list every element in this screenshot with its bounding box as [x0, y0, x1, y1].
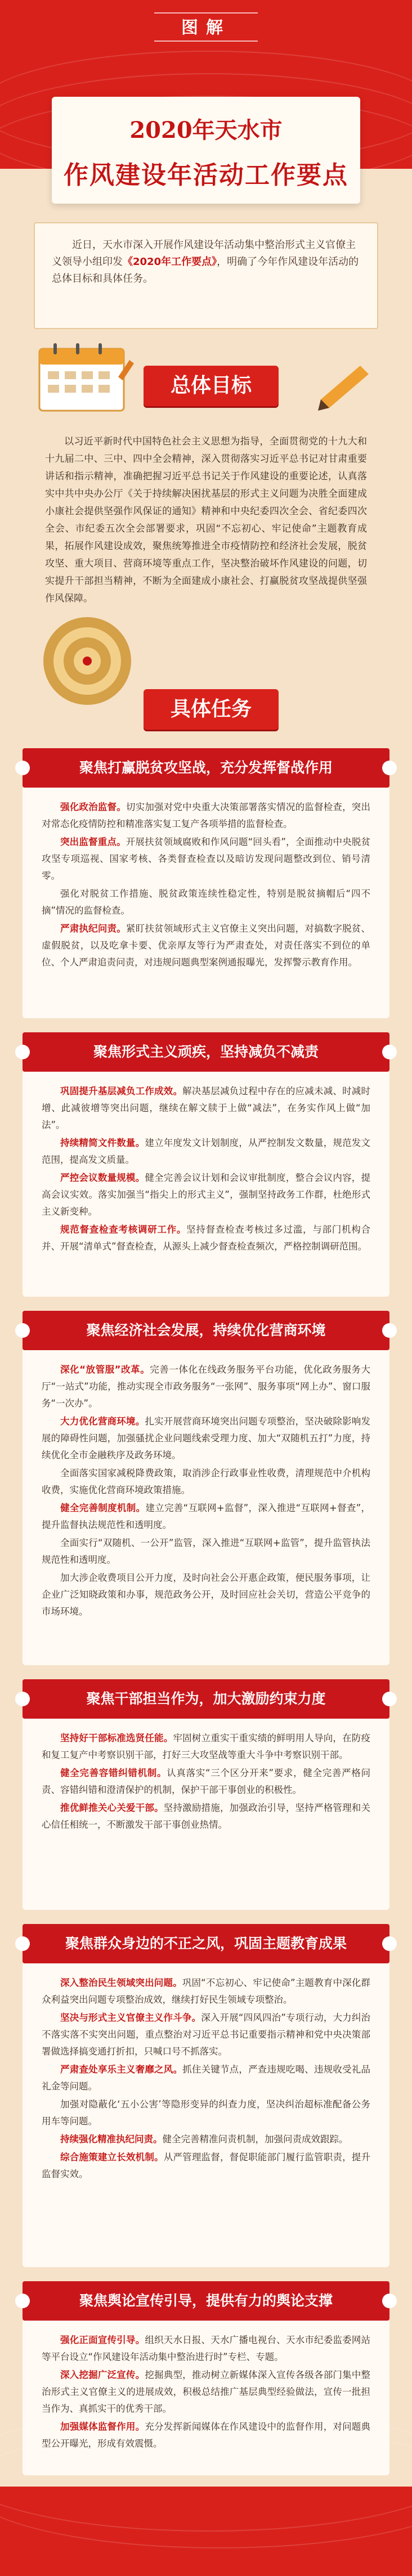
- section-item: 坚持好干部标准选贤任能。牢固树立重实干重实绩的鲜明用人导向，在防疫和复工复产中考察识别干部，打好三大攻坚战等重大斗争中考察识别干部。: [42, 1733, 370, 1760]
- section-3-body: [23, 1350, 389, 1665]
- intro-doc-name: 《2020年工作要点》: [123, 256, 217, 268]
- section-4-title: 聚焦干部担当作为，加大激励约束力度: [23, 1679, 389, 1719]
- header-tag: 图解: [154, 12, 258, 42]
- section-item: 强化对脱贫工作措施、脱贫政策连续性稳定性，特别是脱贫摘帽后“四不摘”情况的监督检查。: [42, 888, 370, 916]
- section-5-title: 聚焦群众身边的不正之风，巩固主题教育成果: [23, 1924, 389, 1963]
- section-item: 强化政治监督。切实加强对党中央重大决策部署落实情况的监督检查，突出对常态化疫情防控和精准落实复工复产各项举措的监督检查。: [42, 802, 370, 829]
- section-2-title: 聚焦形式主义顽疾，坚持减负不减责: [23, 1032, 389, 1072]
- section-item: 加强媒体监督作用。充分发挥新闻媒体在作风建设中的监督作用，对问题典型公开曝光，形成有效震慑。: [42, 2421, 370, 2449]
- section-1-title: 聚焦打赢脱贫攻坚战，充分发挥督战作用: [23, 748, 389, 788]
- section-item: 持续强化精准执纪问责。健全完善精准问责机制，加强问责成效跟踪。: [60, 2134, 348, 2145]
- section-4-body: [23, 1719, 389, 1910]
- section-item: 持续精简文件数量。建立年度发文计划制度，从严控制发文数量，规范发文范围，提高发文质量。: [42, 1138, 370, 1165]
- section-item: 规范督查检查考核调研工作。坚持督查检查考核过多过滥，与部门机构合并、开展“清单式”督查检查，从源头上减少督查检查频次，严格控制调研范围。: [42, 1224, 371, 1252]
- intro-text-post: ，明确了今年作风建设年活动的总体目标和具体任务。: [52, 256, 359, 285]
- section-5-body: [23, 1963, 389, 2267]
- intro-text-pre: 近日，天水市深入开展作风建设年活动集中整治形式主义官僚主义领导小组印发: [52, 239, 356, 268]
- section-item: 严肃查处享乐主义奢靡之风。抓住关键节点，严查违规吃喝、违规收受礼品礼金等问题。: [42, 2064, 370, 2092]
- section-2-body: [23, 1072, 389, 1297]
- tasks-heading: 具体任务: [144, 689, 279, 730]
- section-item: 推优鲜推关心关爱干部。坚持激励措施，加强政治引导，坚持严格管理和关心信任相统一，不断激发干部干事创业热情。: [42, 1802, 370, 1830]
- pencil-icon: [315, 360, 383, 411]
- section-item: 强化正面宣传引导。组织天水日报、天水广播电视台、天水市纪委监委网站等平台设立“作风建设年活动集中整治进行时”专栏、专题。: [42, 2335, 370, 2362]
- target-icon: [39, 613, 135, 709]
- section-6-title: 聚焦舆论宣传引导，提供有力的舆论支撑: [23, 2281, 389, 2321]
- footer-banner: [0, 2487, 412, 2576]
- section-item: 深化“放管服”改革。完善一体化在线政务服务平台功能，优化政务服务大厅“一站式”功能，推动实现全市政务服务“一张网”、服务事项“网上办”、窗口服务“一次办”。: [42, 1364, 370, 1409]
- section-item: 严肃执纪问责。紧盯扶贫领域形式主义官僚主义突出问题，对搞数字脱贫、虚假脱贫，以及吃拿卡要、优亲厚友等行为严肃查处，对责任落实不到位的单位、个人严肃追责问责，对违规问题典型案例通报曝光，发挥警示教育作用。: [42, 923, 370, 968]
- section-item: 严控会议数量规模。健全完善会议计划和会议审批制度，整合会议内容，提高会议实效。落实加强当“指尖上的形式主义”，强制坚持政务工作群，杜绝形式主义新变种。: [42, 1172, 370, 1217]
- section-item: 深入挖掘广泛宣传。挖掘典型，推动树立新媒体深入宣传各级各部门集中整治形式主义官僚主义的进展成效，积极总结推广基层典型经验做法，宣传一批担当作为、真抓实干的优秀干部。: [42, 2370, 370, 2414]
- title-line2: 作风建设年活动工作要点: [64, 161, 348, 190]
- section-item: 加大涉企收费项目公开力度，及时向社会公开惠企政策，便民服务事项，让企业广泛知晓政策和办事，规范政务公开，及时回应社会关切，营造公平竞争的市场环境。: [42, 1572, 370, 1617]
- section-item: 健全完善制度机制。建立完善“互联网+监督”，深入推进“互联网+督查”，提升监督执法规范性和透明度。: [42, 1503, 371, 1530]
- section-item: 加强对隐蔽化‘五小公害’等隐形变异的纠查力度，坚决纠治超标准配备公务用车等问题。: [42, 2099, 370, 2127]
- title-card: [52, 97, 360, 204]
- intro-box: [34, 222, 378, 329]
- section-item: 坚决与形式主义官僚主义作斗争。深入开展“四风四治”专项行动，大力纠治不落实落不实突出问题，重点整治对习近平总书记重要指示精神和党中央决策部署做选择搞变通打折扣，只喊口号不抓落实。: [42, 2012, 370, 2057]
- section-1-body: [23, 788, 389, 1018]
- section-item: 巩固提升基层减负工作成效。解决基层减负过程中存在的应减未减、时减时增、此减彼增等突出问题，继续在解文牍于上做“减法”，在务实作风上做“加法”。: [42, 1086, 370, 1130]
- overall-goal-heading: 总体目标: [144, 366, 279, 406]
- calendar-icon: [34, 338, 141, 416]
- section-item: 大力优化营商环境。扎实开展营商环境突出问题专项整治，坚决破除影响发展的障碍性问题，加强骚扰企业问题线索受理力度、加大“双随机五打”力度，持续优化全市金融秩序及政务环境。: [42, 1416, 370, 1460]
- overall-goal-text: 以习近平新时代中国特色社会主义思想为指导，全面贯彻党的十九大和十九届二中、三中、四中全会精神，深入贯彻落实习近平总书记对甘肃重要讲话和指示精神，准确把握习近平总书记关于作风建设的重要论述，认真落实中共中央办公厅《关于持续解决困扰基层的形式主义问题为决胜全面建成小康社会提供坚强作风保证的通知》精神和中央纪委四次全会、省纪委四次全会、市纪委五次全会部署要求，巩固“不忘初心、牢记使命”主题教育成果，拓展作风建设成效，聚焦统筹推进全市疫情防控和经济社会发展，脱贫攻坚、重大项目、营商环境等重点工作，坚决整治破坏作风建设的问题，切实提升干部担当精神，不断为全面建成小康社会、打赢脱贫攻坚战提供坚强作风保障。: [45, 436, 367, 604]
- section-item: 深入整治民生领域突出问题。巩固“不忘初心、牢记使命”主题教育中深化群众利益突出问题专项整治成效，继续打好民生领域专项整治。: [42, 1977, 370, 2005]
- section-item: 突出监督重点。开展扶贫领域腐败和作风问题“回头看”，全面推动中央脱贫攻坚专项巡视、国家考核、各类督查检查以及暗访发现问题整改到位、销号清零。: [42, 837, 370, 881]
- section-item: 全面落实国家减税降费政策，取消涉企行政事业性收费，清理规范中介机构收费，实施优化营商环境政策措施。: [42, 1468, 370, 1495]
- title-line1: 2020年天水市: [129, 117, 283, 143]
- section-item: 健全完善容错纠错机制。认真落实“三个区分开来”要求，健全完善严格问责、容错纠错和澄清保护的机制，保护干部干事创业的积极性。: [42, 1768, 370, 1795]
- section-3-title: 聚焦经济社会发展，持续优化营商环境: [23, 1311, 389, 1350]
- section-item: 全面实行“双随机、一公开”监管，深入推进“互联网+监管”，提升监管执法规范性和透明度。: [42, 1537, 370, 1565]
- section-item: 综合施策建立长效机制。从严管理监督，督促职能部门履行监管职责，提升监督实效。: [42, 2152, 370, 2179]
